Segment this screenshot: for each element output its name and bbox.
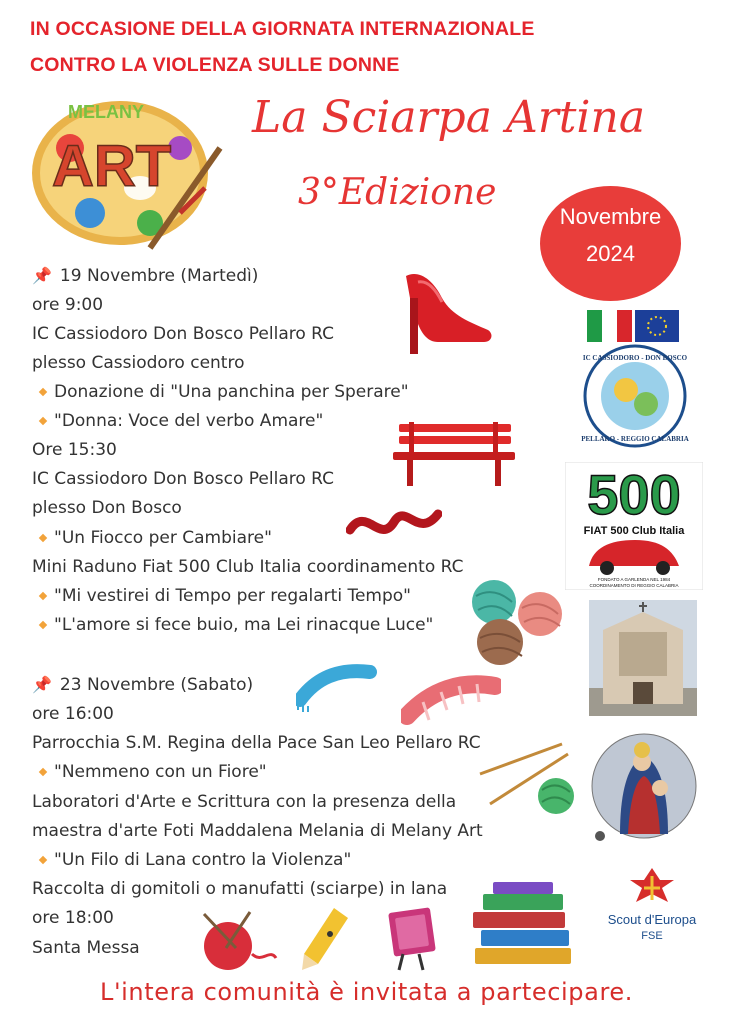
fiat-club-name: FIAT 500 Club Italia (583, 525, 685, 537)
event-line: Laboratori d'Arte e Scrittura con la presenza della (32, 792, 457, 812)
scout-fse: FSE (641, 930, 663, 942)
pencil-icon (296, 904, 352, 972)
header-line-2: CONTRO LA VIOLENZA SULLE DONNE (30, 54, 400, 76)
school-logo-bottom: PELLARO - REGGIO CALABRIA (581, 435, 689, 443)
event-date-1: 📌 19 Novembre (Martedì) (32, 266, 259, 286)
book-character-icon (379, 902, 445, 974)
event-bullet: "Donna: Voce del verbo Amare" (32, 411, 323, 431)
event-bullet: Donazione di "Una panchina per Sperare" (32, 382, 409, 402)
header-line-1: IN OCCASIONE DELLA GIORNATA INTERNAZIONALE (30, 18, 535, 40)
fiat-500-logo (565, 462, 703, 590)
event-bullet: "L'amore si fece buio, ma Lei rinacque Luce" (32, 615, 433, 635)
event-bullet: "Nemmeno con un Fiore" (32, 762, 267, 782)
bench-icon (393, 418, 515, 488)
event-bullet: "Un Filo di Lana contro la Violenza" (32, 850, 351, 870)
event-line: Ore 15:30 (32, 440, 117, 460)
edition-label: 3°Edizione (298, 172, 497, 213)
event-line: ore 9:00 (32, 295, 104, 315)
scout-label: Scout d'Europa (607, 912, 697, 927)
event-line: ore 18:00 (32, 908, 114, 928)
badge-year: 2024 (586, 241, 635, 266)
event-line: Raccolta di gomitoli o manufatti (sciarpe) in lana (32, 879, 448, 899)
event-line: plesso Don Bosco (32, 498, 182, 518)
yarn-balls-icon (466, 576, 570, 668)
yarn-needles-icon (196, 908, 278, 974)
knitting-icon (476, 740, 586, 820)
event-line: IC Cassiodoro Don Bosco Pellaro RC (32, 324, 334, 344)
badge-month: Novembre (559, 204, 662, 229)
event-title: La Sciarpa Artina (252, 92, 646, 143)
high-heel-icon (398, 268, 496, 358)
fiat-founded: FONDATO A GARLENDA NEL 1984 (597, 577, 671, 582)
melany-art-logo (30, 88, 230, 258)
invitation-footer: L'intera comunità è invitata a partecipare. (100, 978, 633, 1006)
madonna-image (590, 726, 698, 846)
logo-art: ART (52, 134, 172, 199)
pin-icon: 📌 (32, 675, 52, 694)
flags-icon (587, 310, 679, 342)
fiat-number: 500 (587, 463, 681, 526)
event-line: Mini Raduno Fiat 500 Club Italia coordinamento RC (32, 557, 464, 577)
event-line: ore 16:00 (32, 704, 114, 724)
logo-melany: MELANY (68, 102, 144, 122)
event-bullet: "Mi vestirei di Tempo per regalarti Tempo" (32, 586, 411, 606)
fiat-coord: COORDINAMENTO DI REGGIO CALABRIA (589, 583, 679, 588)
event-line: Santa Messa (32, 938, 140, 958)
event-line: Parrocchia S.M. Regina della Pace San Leo Pellaro RC (32, 733, 481, 753)
scarf-icon (296, 660, 378, 712)
ribbon-icon (346, 500, 442, 550)
school-logo-top: IC CASSIODORO - DON BOSCO (582, 354, 688, 362)
event-line: plesso Cassiodoro centro (32, 353, 245, 373)
event-line: maestra d'arte Foti Maddalena Melania di Melany Art (32, 821, 483, 841)
books-stack-icon (467, 882, 577, 970)
pin-icon: 📌 (32, 266, 52, 285)
scout-emblem-icon (628, 866, 676, 910)
event-bullet: "Un Fiocco per Cambiare" (32, 528, 272, 548)
event-line: IC Cassiodoro Don Bosco Pellaro RC (32, 469, 334, 489)
school-logo (576, 344, 694, 448)
church-photo (589, 600, 697, 716)
date-badge (540, 186, 681, 301)
striped-scarf-icon (401, 670, 501, 726)
event-date-2: 📌 23 Novembre (Sabato) (32, 675, 254, 695)
